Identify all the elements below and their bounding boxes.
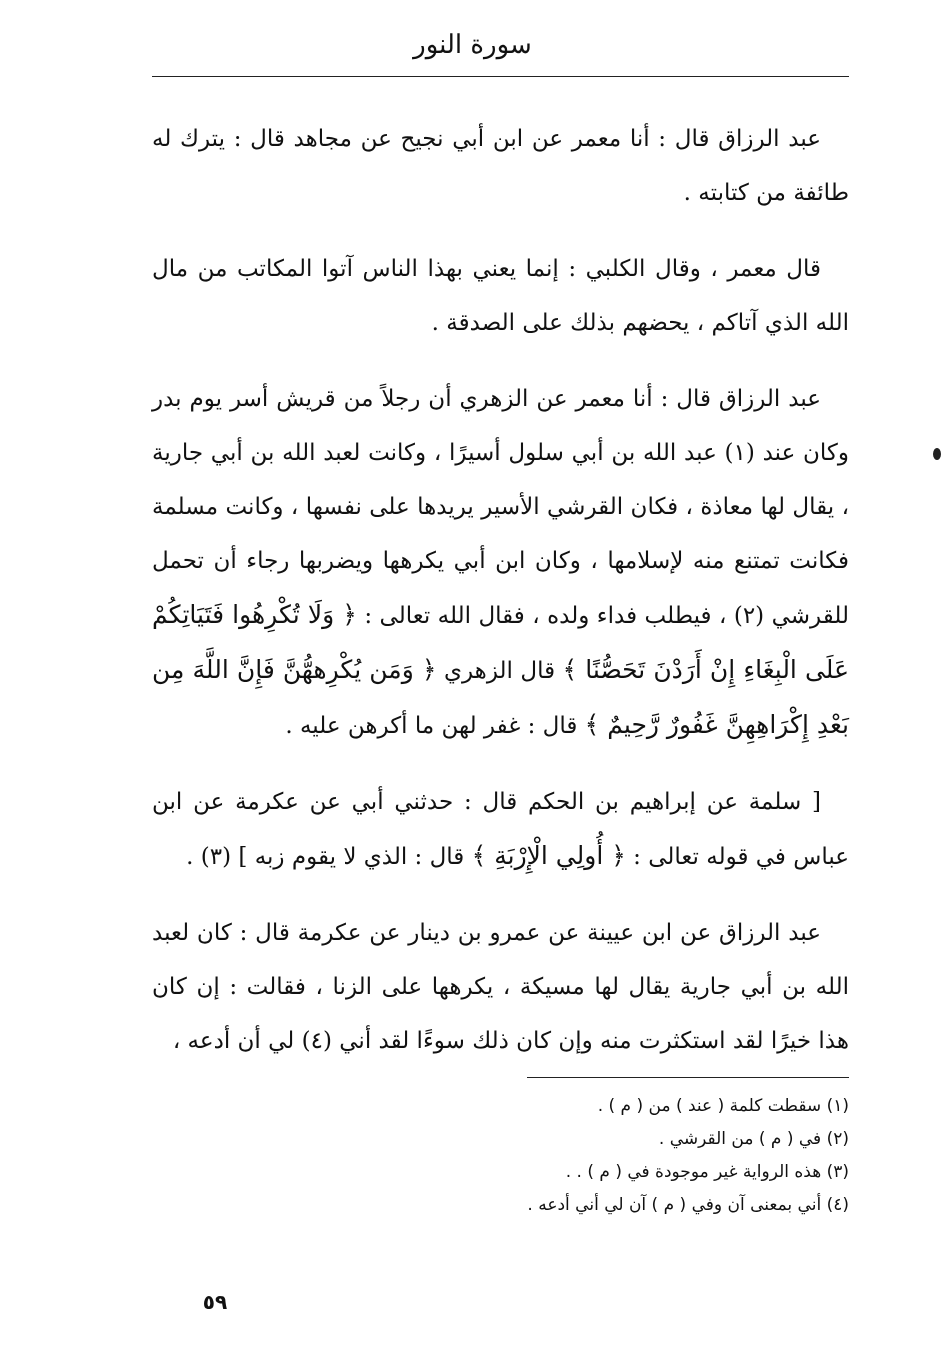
footnotes — [152, 1090, 849, 1222]
margin-ink-mark — [933, 448, 941, 460]
quran-verse: ﴿ وَلَا تُكْرِهُوا فَتَيَاتِكُمْ عَلَى الْبِغَاءِ إِنْ أَرَدْنَ تَحَصُّنًا ﴾ — [152, 600, 850, 684]
paragraph-text: قال : غفر لهن ما أكرهن عليه . — [285, 713, 585, 739]
paragraph: عبد الرزاق قال : أنا معمر عن ابن أبي نجيح عن مجاهد قال : يترك له طائفة من كتابته . — [152, 126, 849, 206]
main-text — [152, 112, 849, 1068]
header-divider — [152, 76, 849, 77]
paragraph — [152, 775, 849, 884]
paragraph: قال معمر ، وقال الكلبي : إنما يعني بهذا الناس آتوا المكاتب من مال الله الذي آتاكم ، يحضهم بذلك على الصدقة . — [152, 256, 849, 336]
footnote: (٣) هذه الرواية غير موجودة في ( م ) . . — [565, 1162, 849, 1182]
quran-verse: ﴿ أُولِي الْإِرْبَةِ ﴾ — [471, 841, 626, 870]
footnote: (٤) أني بمعنى آن وفي ( م ) آن لي أني أدعه . — [527, 1195, 849, 1215]
paragraph-text: عبد الرزاق قال : أنا معمر عن الزهري أن رجلاً من قريش أسر يوم بدر وكان عند (١) عبد الله بن أبي سلول أسيرًا ، وكانت لعبد الله بن أبي جارية ، يقال لها معاذة ، فكان القرشي الأسير يريدها على نفسها ، وكانت مسلمة فكانت تمتنع منه لإسلامها ، وكان ابن أبي يكرهها ويضربها رجاء أن تحمل للقرشي (٢) ، فيطلب فداء ولده ، فقال الله تعالى : — [152, 386, 849, 629]
paragraph-text: قال الزهري — [436, 658, 563, 684]
page-number: ٥٩ — [202, 1290, 228, 1314]
footnote-divider — [527, 1077, 849, 1078]
paragraph: عبد الرزاق عن ابن عيينة عن عمرو بن دينار عن عكرمة قال : كان لعبد الله بن أبي جارية يقال لها مسيكة ، يكرهها على الزنا ، فقالت : إن كان هذا خيرًا لقد استكثرت منه وإن كان ذلك سوءًا لقد أني (٤) لي أن أدعه ، — [152, 920, 849, 1054]
footnote: (٢) في ( م ) من القرشي . — [658, 1129, 849, 1149]
footnote: (١) سقطت كلمة ( عند ) من ( م ) . — [597, 1096, 849, 1116]
quran-verse: ﴿ وَمَن يُكْرِههُّنَّ فَإِنَّ اللَّهَ مِن بَعْدِ إِكْرَاهِهِنَّ غَفُورٌ رَّحِيمٌ ﴾ — [152, 655, 849, 739]
paragraph-text: [ سلمة عن إبراهيم بن الحكم قال : حدثني أبي عن عكرمة عن ابن عباس في قوله تعالى : — [152, 789, 849, 870]
paragraph — [152, 372, 849, 753]
paragraph-text: قال : الذي لا يقوم زبه ] (٣) . — [186, 844, 472, 870]
surah-title: سورة النور — [413, 30, 532, 60]
